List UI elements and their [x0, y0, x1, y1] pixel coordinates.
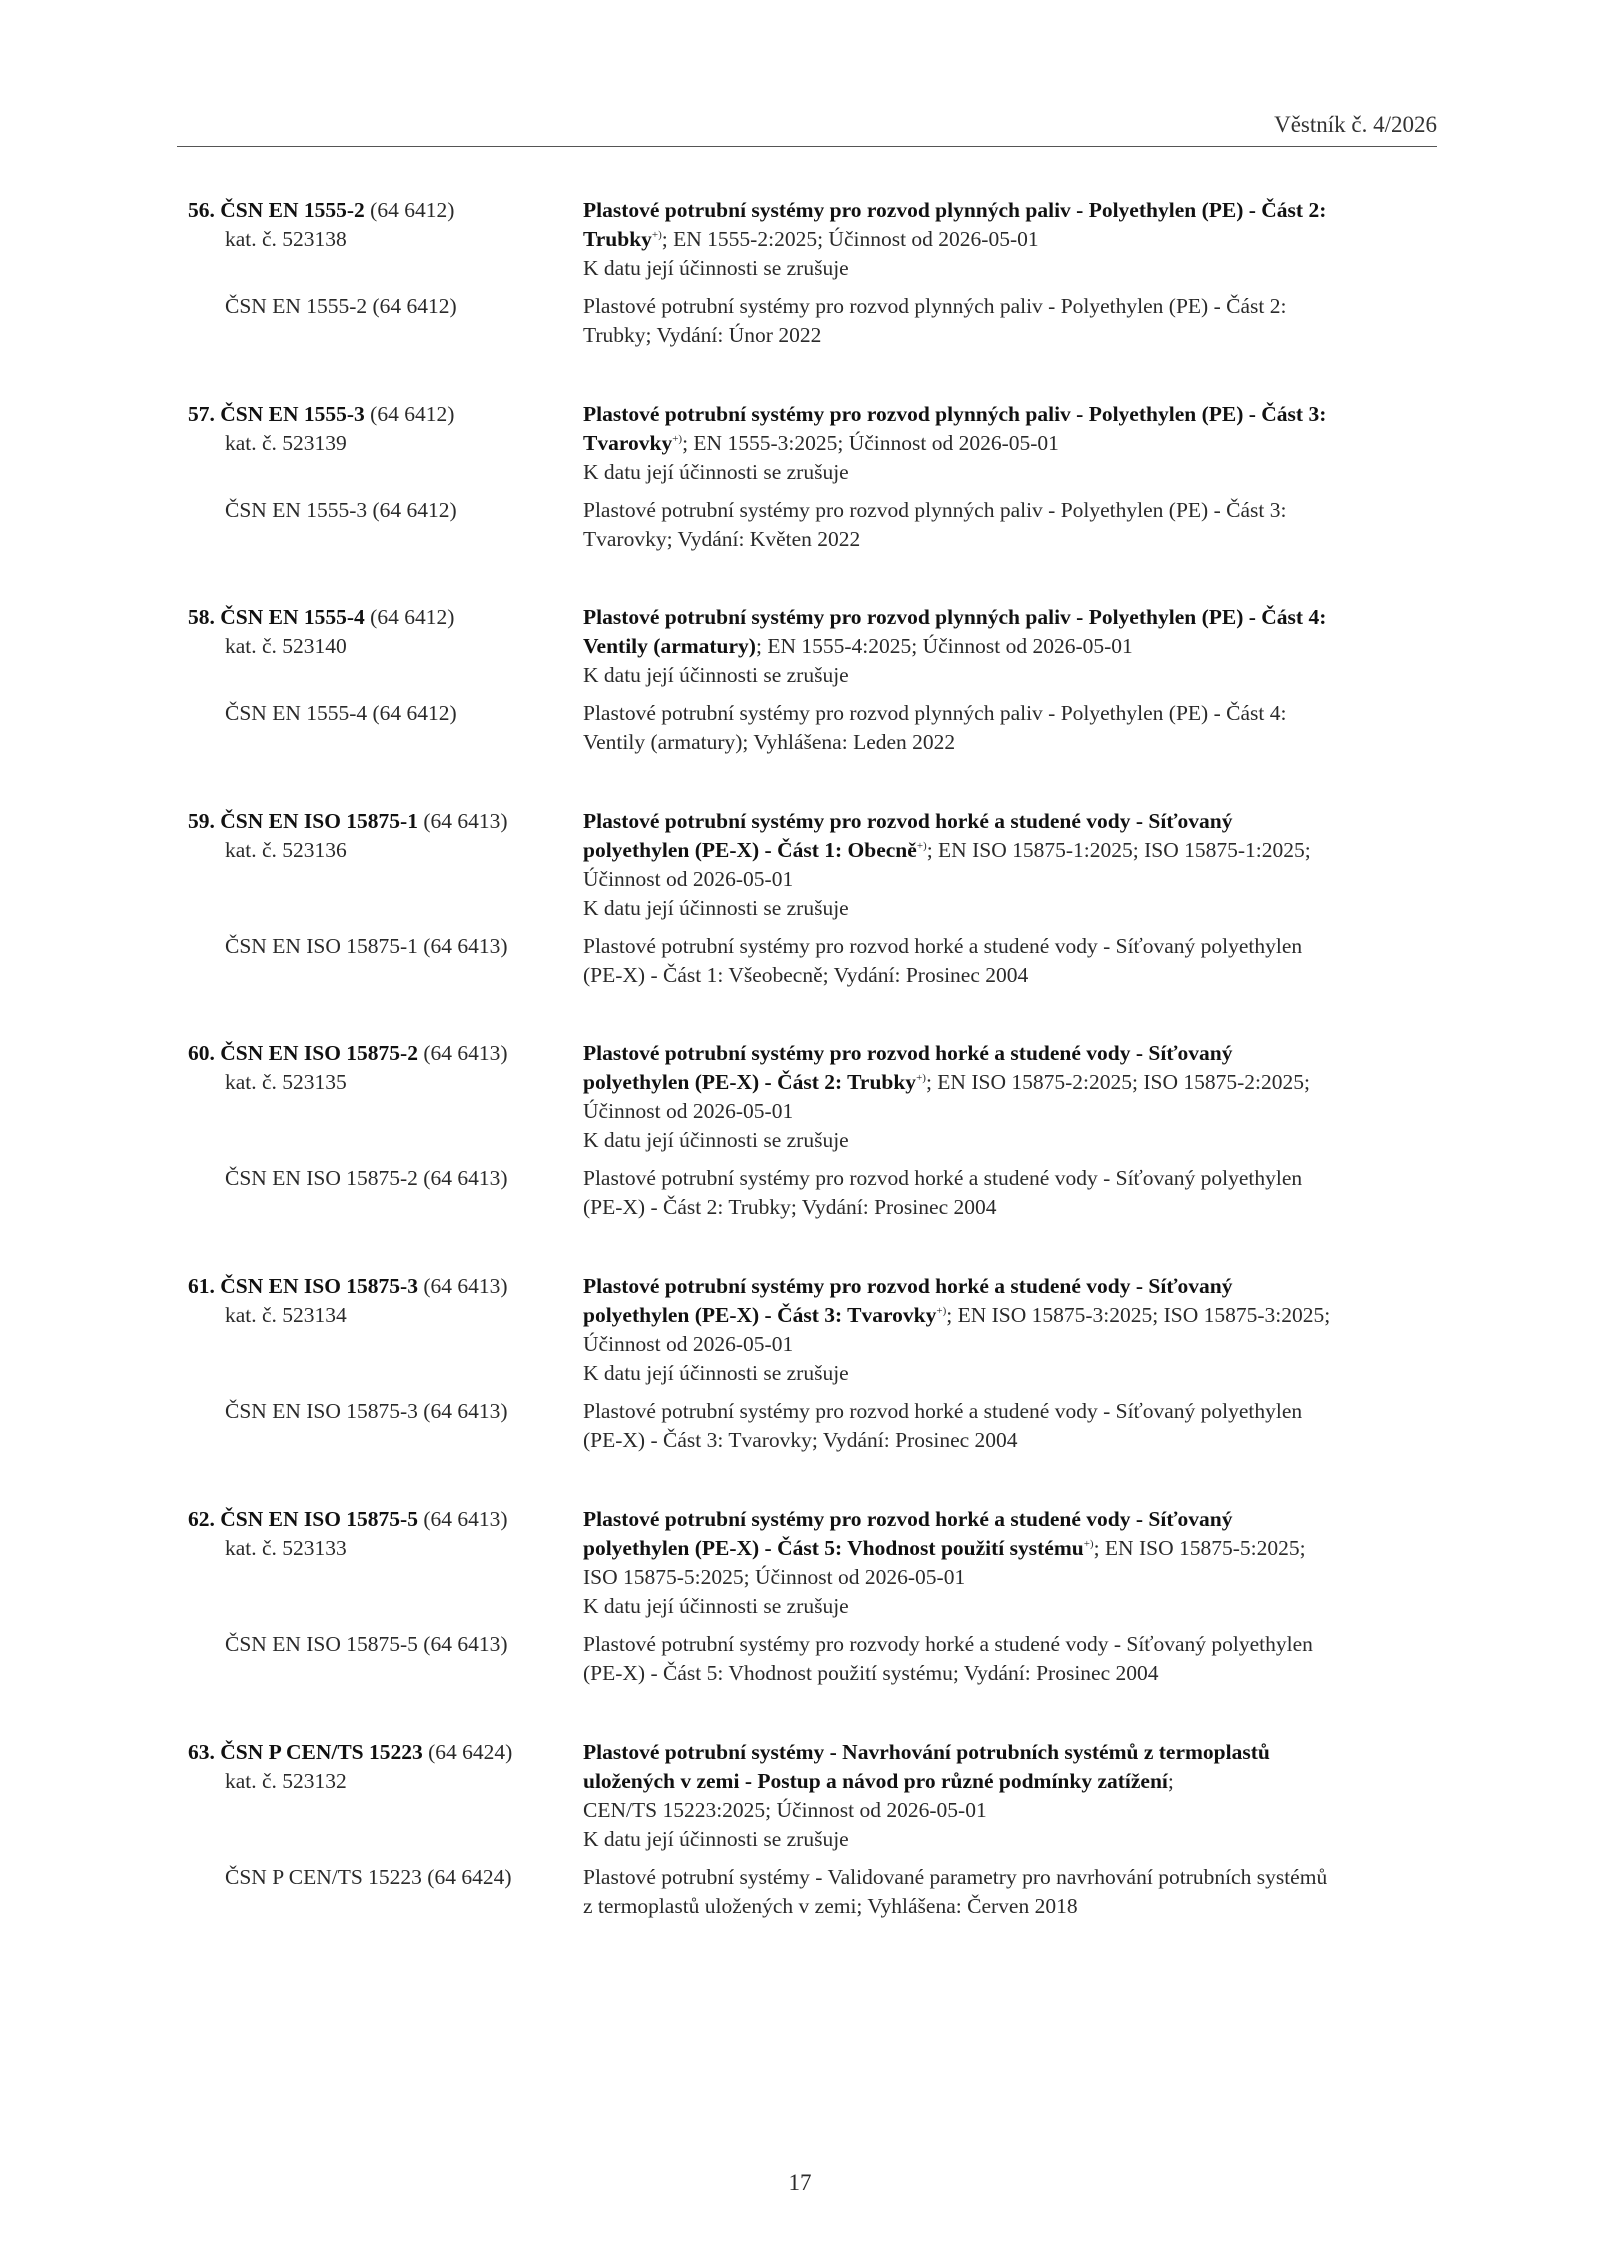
title-bold-text: Plastové potrubní systémy - Navrhování potrubních systémů z termoplastů — [583, 1740, 1270, 1764]
withdrawn-standard-title — [583, 1397, 1302, 1455]
withdrawn-standard-code: ČSN EN 1555-4 (64 6412) — [225, 701, 457, 725]
withdrawn-standard-title — [583, 1630, 1313, 1688]
entry-identifier — [188, 1039, 508, 1097]
withdrawn-standard-code: ČSN EN 1555-2 (64 6412) — [225, 294, 457, 318]
withdrawn-standard-code: ČSN EN ISO 15875-3 (64 6413) — [225, 1399, 508, 1423]
withdrawn-standard-code: ČSN P CEN/TS 15223 (64 6424) — [225, 1865, 512, 1889]
title-text: Účinnost od 2026-05-01 — [583, 1332, 794, 1356]
withdrawn-standard-title — [583, 496, 1286, 554]
standard-code: ČSN EN ISO 15875-3 — [220, 1274, 418, 1298]
title-line — [583, 1825, 1270, 1854]
title-line — [583, 865, 1311, 894]
catalog-number: kat. č. 523133 — [225, 1536, 347, 1560]
entry-number: 59. — [188, 809, 215, 833]
title-text: K datu její účinnosti se zrušuje — [583, 460, 849, 484]
catalog-number: kat. č. 523134 — [225, 1303, 347, 1327]
new-standard-title — [583, 807, 1311, 923]
title-line: Plastové potrubní systémy pro rozvod horké a studené vody - Síťovaný polyethylen — [583, 934, 1303, 958]
title-line: Plastové potrubní systémy pro rozvod plynných paliv - Polyethylen (PE) - Část 4: — [583, 701, 1287, 725]
title-bold-text: polyethylen (PE-X) - Část 2: Trubky — [583, 1070, 917, 1094]
standard-code: ČSN EN 1555-2 — [220, 198, 365, 222]
title-line — [583, 1563, 1306, 1592]
entry-heading — [188, 1272, 508, 1301]
standard-code: ČSN EN ISO 15875-1 — [220, 809, 418, 833]
entry-identifier — [188, 603, 454, 661]
entry-identifier — [188, 1505, 508, 1563]
entry-number: 61. — [188, 1274, 215, 1298]
title-line — [583, 1126, 1310, 1155]
title-line: z termoplastů uložených v zemi; Vyhlášena: Červen 2018 — [583, 1894, 1078, 1918]
entry-identifier — [188, 196, 454, 254]
title-text: ; EN 1555-4:2025; Účinnost od 2026-05-01 — [755, 634, 1133, 658]
title-line: Plastové potrubní systémy - Validované parametry pro navrhování potrubních systémů — [583, 1865, 1328, 1889]
entry-heading — [188, 603, 454, 632]
title-line: Ventily (armatury); Vyhlášena: Leden 2022 — [583, 730, 956, 754]
title-line: Plastové potrubní systémy pro rozvody horké a studené vody - Síťovaný polyethylen — [583, 1632, 1313, 1656]
title-text: ; EN 1555-2:2025; Účinnost od 2026-05-01 — [661, 227, 1039, 251]
new-standard-title — [583, 1272, 1330, 1388]
title-text: K datu její účinnosti se zrušuje — [583, 1827, 849, 1851]
standard-code: ČSN EN 1555-3 — [220, 402, 365, 426]
standard-code: ČSN EN ISO 15875-2 — [220, 1041, 418, 1065]
title-bold-text: Plastové potrubní systémy pro rozvod plynných paliv - Polyethylen (PE) - Část 3: — [583, 402, 1327, 426]
title-line: Plastové potrubní systémy pro rozvod horké a studené vody - Síťovaný polyethylen — [583, 1399, 1303, 1423]
footnote-mark: +) — [1083, 1538, 1094, 1550]
new-standard-title — [583, 1039, 1310, 1155]
title-text: Účinnost od 2026-05-01 — [583, 1099, 794, 1123]
title-bold-text: Plastové potrubní systémy pro rozvod horké a studené vody - Síťovaný — [583, 1041, 1233, 1065]
title-line — [583, 661, 1326, 690]
header-rule — [177, 146, 1437, 147]
title-line — [583, 632, 1326, 661]
title-text: ; EN ISO 15875-1:2025; ISO 15875-1:2025; — [926, 838, 1311, 862]
title-text: ISO 15875-5:2025; Účinnost od 2026-05-01 — [583, 1565, 966, 1589]
new-standard-title — [583, 1738, 1270, 1854]
title-line — [583, 1796, 1270, 1825]
title-line — [583, 1272, 1330, 1301]
title-line: Trubky; Vydání: Únor 2022 — [583, 323, 822, 347]
entry-number: 56. — [188, 198, 215, 222]
title-line — [583, 429, 1326, 458]
withdrawn-standard-code: ČSN EN ISO 15875-1 (64 6413) — [225, 934, 508, 958]
title-bold-text: polyethylen (PE-X) - Část 1: Obecně — [583, 838, 917, 862]
classification-code: (64 6413) — [423, 809, 508, 833]
entry-number: 57. — [188, 402, 215, 426]
footnote-mark: +) — [916, 1072, 926, 1084]
withdrawn-standard-title — [583, 932, 1302, 990]
title-bold-text: uložených v zemi - Postup a návod pro různé podmínky zatížení — [583, 1769, 1168, 1793]
entry-identifier — [188, 807, 508, 865]
title-text: K datu její účinnosti se zrušuje — [583, 1594, 849, 1618]
title-line — [583, 1738, 1270, 1767]
title-line — [583, 1767, 1270, 1796]
entry-heading — [188, 807, 508, 836]
entry-number: 58. — [188, 605, 215, 629]
title-line — [583, 254, 1326, 283]
withdrawn-standard-title — [583, 699, 1286, 757]
title-line — [583, 1301, 1330, 1330]
withdrawn-standard-code: ČSN EN ISO 15875-5 (64 6413) — [225, 1632, 508, 1656]
new-standard-title — [583, 400, 1326, 487]
entry-heading — [188, 1738, 512, 1767]
classification-code: (64 6413) — [423, 1274, 508, 1298]
catalog-number: kat. č. 523136 — [225, 838, 347, 862]
entry-identifier — [188, 400, 454, 458]
title-line: Plastové potrubní systémy pro rozvod horké a studené vody - Síťovaný polyethylen — [583, 1166, 1303, 1190]
entry-heading — [188, 1039, 508, 1068]
footnote-mark: +) — [651, 229, 662, 241]
title-line — [583, 836, 1311, 865]
classification-code: (64 6412) — [370, 198, 455, 222]
title-text: CEN/TS 15223:2025; Účinnost od 2026-05-01 — [583, 1798, 987, 1822]
title-line — [583, 1534, 1306, 1563]
title-line: (PE-X) - Část 3: Tvarovky; Vydání: Prosinec 2004 — [583, 1428, 1018, 1452]
entry-heading — [188, 400, 454, 429]
title-text: K datu její účinnosti se zrušuje — [583, 896, 849, 920]
entry-number: 62. — [188, 1507, 215, 1531]
new-standard-title — [583, 1505, 1306, 1621]
footnote-mark: +) — [936, 1305, 947, 1317]
title-line — [583, 1039, 1310, 1068]
title-line — [583, 807, 1311, 836]
title-bold-text: Plastové potrubní systémy pro rozvod horké a studené vody - Síťovaný — [583, 1507, 1233, 1531]
title-line: (PE-X) - Část 2: Trubky; Vydání: Prosinec 2004 — [583, 1195, 997, 1219]
title-bold-text: Plastové potrubní systémy pro rozvod plynných paliv - Polyethylen (PE) - Část 2: — [583, 198, 1327, 222]
title-line: Tvarovky; Vydání: Květen 2022 — [583, 527, 861, 551]
bulletin-header: Věstník č. 4/2026 — [1274, 112, 1437, 137]
title-line — [583, 1068, 1310, 1097]
title-line — [583, 225, 1326, 254]
catalog-number: kat. č. 523135 — [225, 1070, 347, 1094]
classification-code: (64 6413) — [423, 1507, 508, 1531]
classification-code: (64 6412) — [370, 605, 455, 629]
new-standard-title — [583, 603, 1326, 690]
withdrawn-standard-code: ČSN EN 1555-3 (64 6412) — [225, 498, 457, 522]
title-line: Plastové potrubní systémy pro rozvod plynných paliv - Polyethylen (PE) - Část 2: — [583, 294, 1287, 318]
title-line — [583, 894, 1311, 923]
catalog-number: kat. č. 523140 — [225, 634, 347, 658]
title-text: K datu její účinnosti se zrušuje — [583, 256, 849, 280]
title-bold-text: polyethylen (PE-X) - Část 5: Vhodnost použití systému — [583, 1536, 1084, 1560]
title-text: K datu její účinnosti se zrušuje — [583, 1128, 849, 1152]
title-bold-text: Plastové potrubní systémy pro rozvod plynných paliv - Polyethylen (PE) - Část 4: — [583, 605, 1327, 629]
title-bold-text: Trubky — [583, 227, 652, 251]
classification-code: (64 6424) — [428, 1740, 513, 1764]
catalog-number: kat. č. 523139 — [225, 431, 347, 455]
footnote-mark: +) — [916, 840, 927, 852]
title-line — [583, 1330, 1330, 1359]
title-line: (PE-X) - Část 5: Vhodnost použití systému; Vydání: Prosinec 2004 — [583, 1661, 1159, 1685]
title-line — [583, 196, 1326, 225]
withdrawn-standard-title — [583, 292, 1286, 350]
classification-code: (64 6413) — [423, 1041, 508, 1065]
page-number: 17 — [788, 2170, 812, 2195]
title-line — [583, 400, 1326, 429]
title-text: K datu její účinnosti se zrušuje — [583, 1361, 849, 1385]
standard-code: ČSN EN 1555-4 — [220, 605, 365, 629]
standard-code: ČSN P CEN/TS 15223 — [220, 1740, 423, 1764]
title-text: ; EN ISO 15875-5:2025; — [1093, 1536, 1306, 1560]
withdrawn-standard-title — [583, 1863, 1327, 1921]
title-text: ; EN ISO 15875-3:2025; ISO 15875-3:2025; — [946, 1303, 1331, 1327]
title-bold-text: Plastové potrubní systémy pro rozvod horké a studené vody - Síťovaný — [583, 1274, 1233, 1298]
title-line: (PE-X) - Část 1: Všeobecně; Vydání: Prosinec 2004 — [583, 963, 1029, 987]
catalog-number: kat. č. 523132 — [225, 1769, 347, 1793]
title-bold-text: Plastové potrubní systémy pro rozvod horké a studené vody - Síťovaný — [583, 809, 1233, 833]
withdrawn-standard-code: ČSN EN ISO 15875-2 (64 6413) — [225, 1166, 508, 1190]
entry-identifier — [188, 1272, 508, 1330]
title-bold-text: Ventily (armatury) — [583, 634, 756, 658]
title-line — [583, 1359, 1330, 1388]
entry-number: 60. — [188, 1041, 215, 1065]
standard-code: ČSN EN ISO 15875-5 — [220, 1507, 418, 1531]
title-text: ; EN ISO 15875-2:2025; ISO 15875-2:2025; — [925, 1070, 1310, 1094]
entry-heading — [188, 196, 454, 225]
catalog-number: kat. č. 523138 — [225, 227, 347, 251]
title-text: ; EN 1555-3:2025; Účinnost od 2026-05-01 — [682, 431, 1059, 455]
entry-number: 63. — [188, 1740, 215, 1764]
title-bold-text: polyethylen (PE-X) - Část 3: Tvarovky — [583, 1303, 937, 1327]
entry-identifier — [188, 1738, 512, 1796]
new-standard-title — [583, 196, 1326, 283]
title-line — [583, 603, 1326, 632]
footnote-mark: +) — [672, 433, 683, 445]
title-line — [583, 1097, 1310, 1126]
title-line — [583, 458, 1326, 487]
title-line: Plastové potrubní systémy pro rozvod plynných paliv - Polyethylen (PE) - Část 3: — [583, 498, 1287, 522]
entry-heading — [188, 1505, 508, 1534]
title-line — [583, 1505, 1306, 1534]
classification-code: (64 6412) — [370, 402, 455, 426]
title-text: ; — [1167, 1769, 1174, 1793]
title-text: K datu její účinnosti se zrušuje — [583, 663, 849, 687]
title-bold-text: Tvarovky — [583, 431, 673, 455]
title-text: Účinnost od 2026-05-01 — [583, 867, 794, 891]
title-line — [583, 1592, 1306, 1621]
withdrawn-standard-title — [583, 1164, 1302, 1222]
